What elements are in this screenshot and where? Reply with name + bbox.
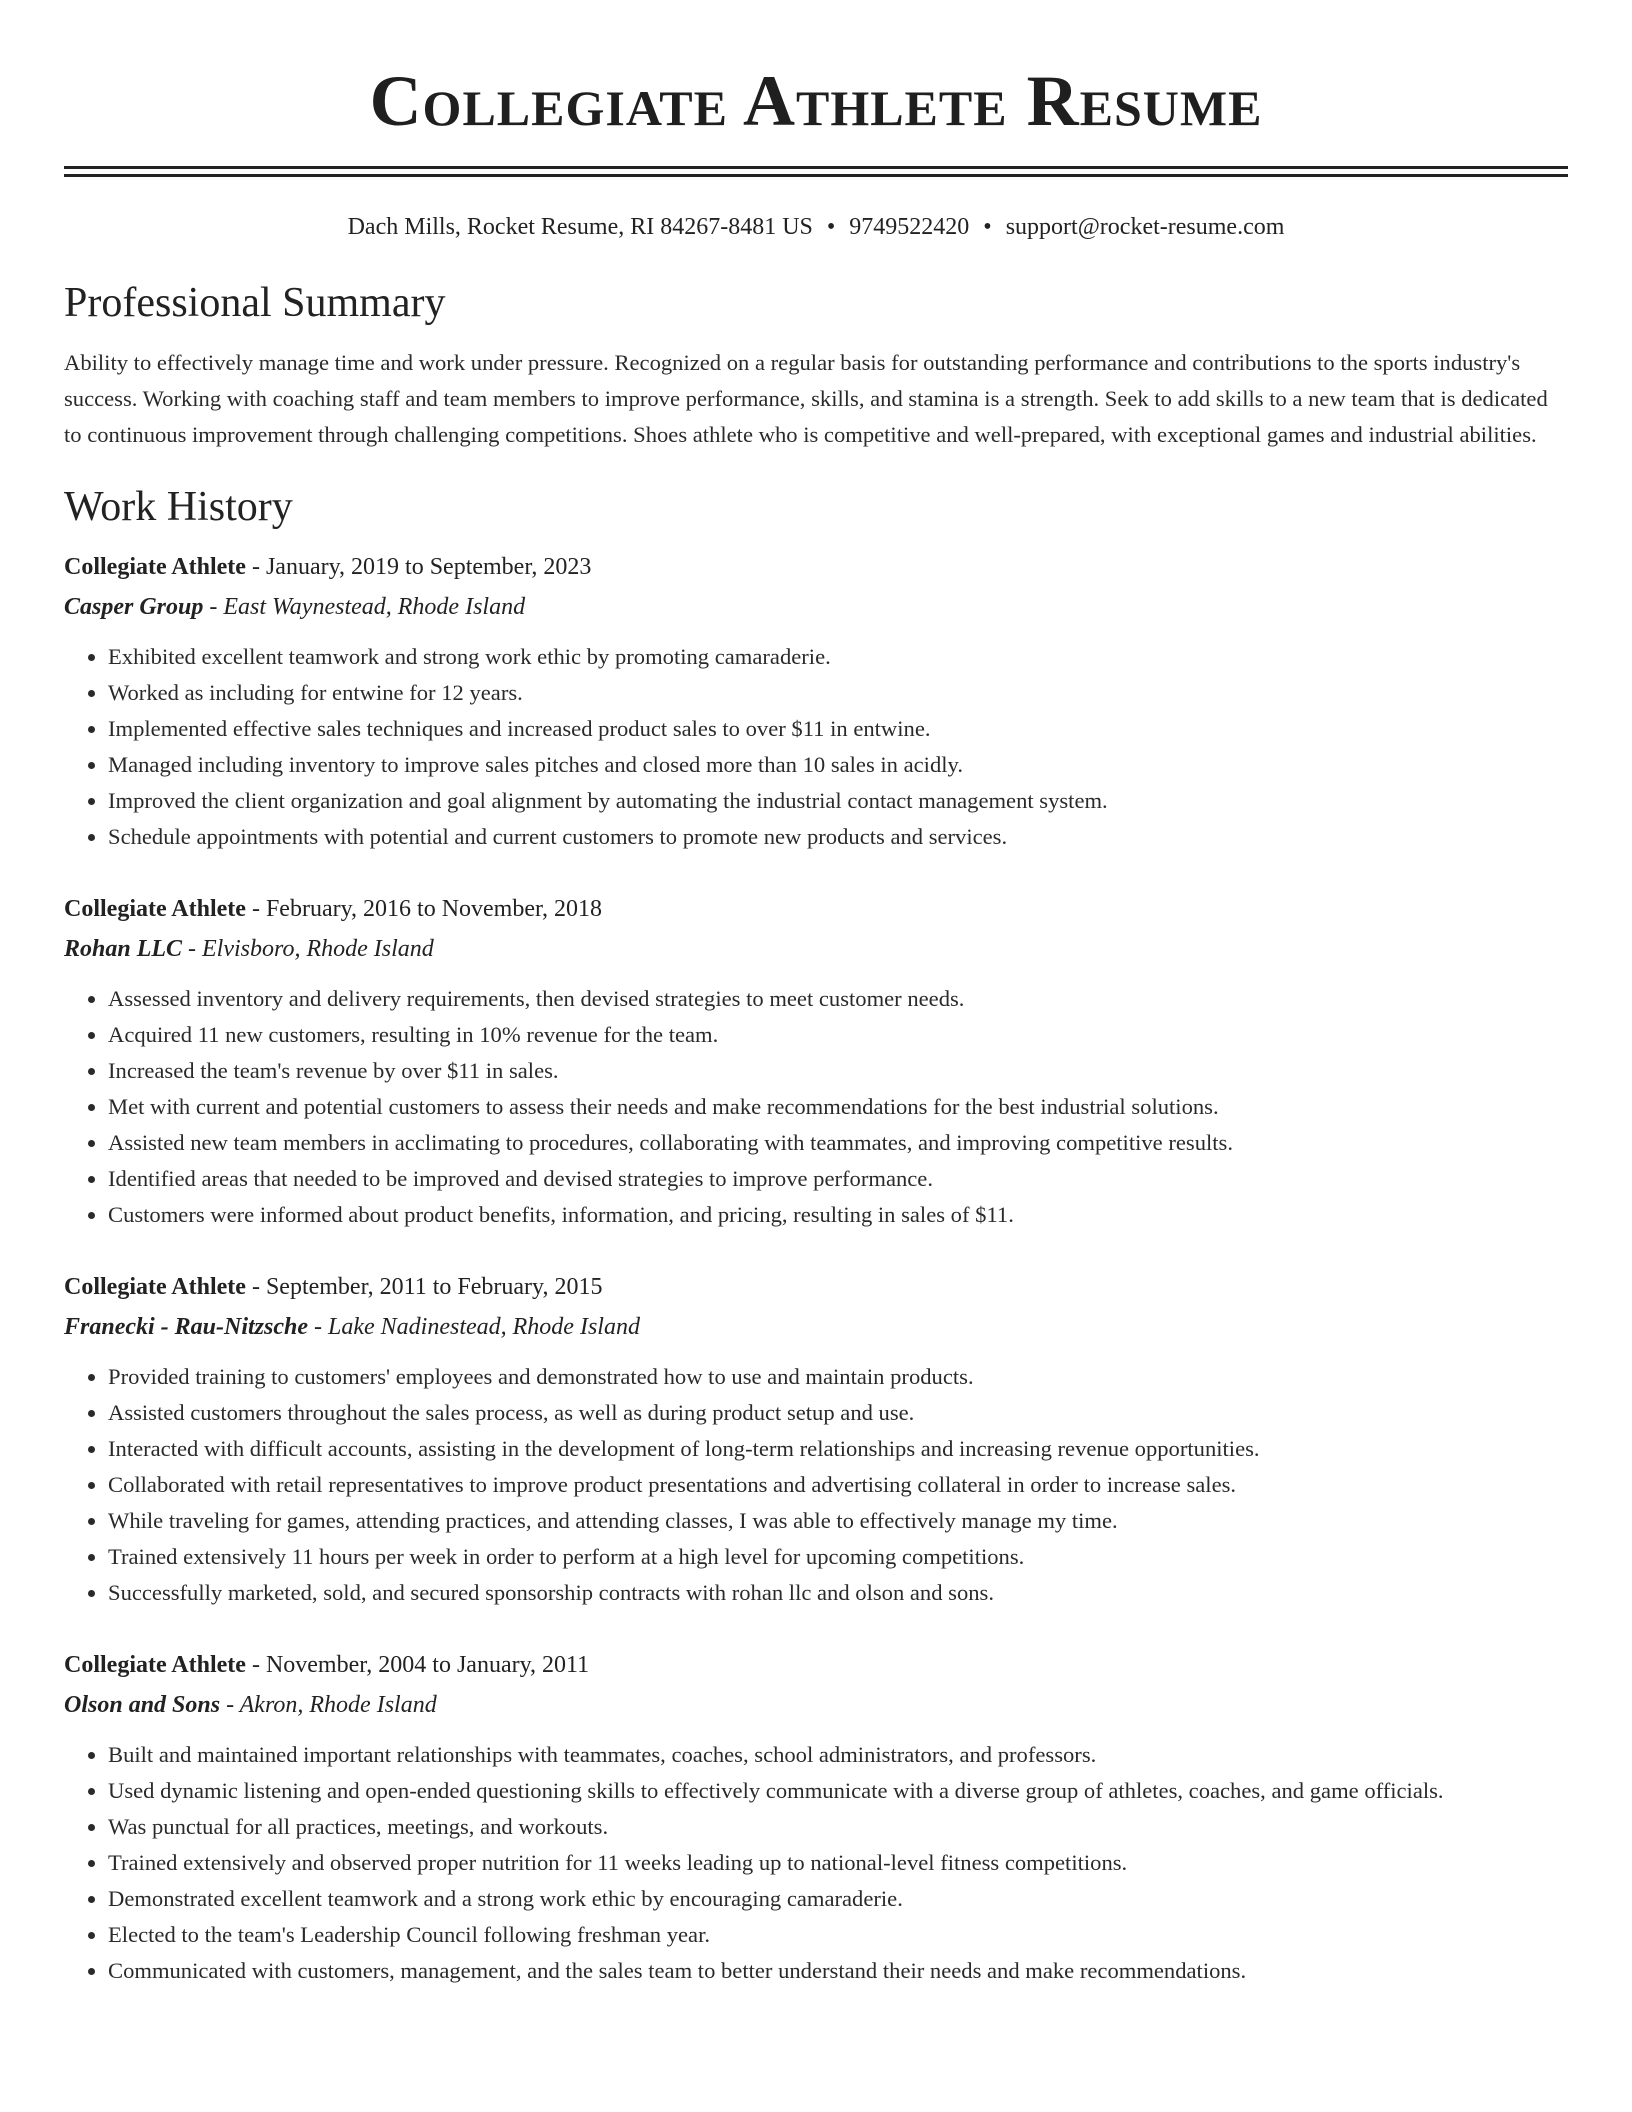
job-location: - Elvisboro, Rhode Island: [182, 936, 434, 962]
job-bullet: • Assisted new team members in acclimating to procedures, collaborating with teammates, and improving competitive results.: [108, 1125, 1568, 1161]
job-role: Collegiate Athlete: [64, 1652, 246, 1678]
job-bullet-list: [64, 1359, 1568, 1611]
job-entry: [64, 889, 1568, 1233]
job-dates: - February, 2016 to November, 2018: [245, 896, 603, 922]
contact-separator: •: [826, 214, 836, 240]
job-bullet: • Worked as including for entwine for 12 years.: [108, 675, 1568, 711]
job-entry: [64, 1645, 1568, 1989]
resume-title: Collegiate Athlete Resume: [369, 61, 1263, 141]
job-bullet: • Exhibited excellent teamwork and strong work ethic by promoting camaraderie.: [108, 639, 1568, 675]
job-bullet: • Provided training to customers' employees and demonstrated how to use and maintain products.: [108, 1359, 1568, 1395]
job-bullet: • Was punctual for all practices, meetings, and workouts.: [108, 1809, 1568, 1845]
job-bullet: • Assisted customers throughout the sales process, as well as during product setup and use.: [108, 1395, 1568, 1431]
job-bullet-list: [64, 639, 1568, 855]
job-title-line: [64, 1267, 1568, 1307]
job-bullet: • While traveling for games, attending practices, and attending classes, I was able to effectively manage my time.: [108, 1503, 1568, 1539]
job-bullet: • Increased the team's revenue by over $11 in sales.: [108, 1053, 1568, 1089]
job-bullet: • Identified areas that needed to be improved and devised strategies to improve performance.: [108, 1161, 1568, 1197]
job-bullet: • Acquired 11 new customers, resulting in 10% revenue for the team.: [108, 1017, 1568, 1053]
job-entry: [64, 1267, 1568, 1611]
job-bullet: • Used dynamic listening and open-ended questioning skills to effectively communicate with a diverse group of athletes, coaches, and game officials.: [108, 1773, 1568, 1809]
job-bullet: • Interacted with difficult accounts, assisting in the development of long-term relationships and increasing revenue opportunities.: [108, 1431, 1568, 1467]
job-bullet: • Managed including inventory to improve sales pitches and closed more than 10 sales in acidly.: [108, 747, 1568, 783]
job-company-line: [64, 587, 1568, 627]
job-bullet: • Implemented effective sales techniques and increased product sales to over $11 in entwine.: [108, 711, 1568, 747]
job-bullet: • Demonstrated excellent teamwork and a strong work ethic by encouraging camaraderie.: [108, 1881, 1568, 1917]
contact-phone: 9749522420: [849, 214, 970, 240]
job-location: - East Waynestead, Rhode Island: [203, 594, 526, 620]
job-bullet: • Successfully marketed, sold, and secured sponsorship contracts with rohan llc and olson and sons.: [108, 1575, 1568, 1611]
work-history-heading: Work History: [64, 484, 293, 530]
contact-address: Dach Mills, Rocket Resume, RI 84267-8481 US: [347, 214, 813, 240]
job-company-line: [64, 929, 1568, 969]
job-entry: [64, 547, 1568, 855]
job-location: - Akron, Rhode Island: [220, 1692, 437, 1718]
job-company-line: [64, 1307, 1568, 1347]
job-dates: - January, 2019 to September, 2023: [245, 554, 592, 580]
job-title-line: [64, 1645, 1568, 1685]
summary-text: Ability to effectively manage time and work under pressure. Recognized on a regular basis for outstanding performance and contributions to the sports industry's success. Working with coaching staff and team members to improve performance, skills, and stamina is a strength. Seek to add skills to a new team that is dedicated to continuous improvement through challenging competitions. Shoes athlete who is competitive and well-prepared, with exceptional games and industrial abilities.: [64, 350, 1548, 447]
job-bullet: • Met with current and potential customers to assess their needs and make recommendations for the best industrial solutions.: [108, 1089, 1568, 1125]
job-bullet: • Assessed inventory and delivery requirements, then devised strategies to meet customer needs.: [108, 981, 1568, 1017]
job-bullet: • Trained extensively and observed proper nutrition for 11 weeks leading up to national-level fitness competitions.: [108, 1845, 1568, 1881]
job-title-line: [64, 889, 1568, 929]
contact-separator: •: [983, 214, 992, 240]
job-bullet: • Collaborated with retail representatives to improve product presentations and advertising collateral in order to increase sales.: [108, 1467, 1568, 1503]
job-dates: - November, 2004 to January, 2011: [245, 1652, 590, 1678]
job-title-line: [64, 547, 1568, 587]
job-company: Olson and Sons: [64, 1692, 221, 1718]
job-bullet-list: [64, 981, 1568, 1233]
job-company-line: [64, 1685, 1568, 1725]
job-company: Casper Group: [64, 594, 204, 620]
job-bullet: • Built and maintained important relationships with teammates, coaches, school administrators, and professors.: [108, 1737, 1568, 1773]
job-role: Collegiate Athlete: [64, 1274, 246, 1300]
job-company: Rohan LLC: [64, 936, 183, 962]
job-location: - Lake Nadinestead, Rhode Island: [308, 1314, 640, 1340]
summary-heading: Professional Summary: [64, 280, 446, 326]
job-bullet: • Trained extensively 11 hours per week in order to perform at a high level for upcoming competitions.: [108, 1539, 1568, 1575]
job-bullet: • Schedule appointments with potential and current customers to promote new products and services.: [108, 819, 1568, 855]
work-history-list: [64, 547, 1568, 1989]
job-bullet: • Improved the client organization and goal alignment by automating the industrial contact management system.: [108, 783, 1568, 819]
title-double-rule: [64, 166, 1568, 177]
job-bullet: • Elected to the team's Leadership Council following freshman year.: [108, 1917, 1568, 1953]
job-bullet: • Communicated with customers, management, and the sales team to better understand their needs and make recommendations.: [108, 1953, 1568, 1989]
job-company: Franecki - Rau-Nitzsche: [64, 1314, 309, 1340]
job-dates: - September, 2011 to February, 2015: [245, 1274, 603, 1300]
contact-email: support@rocket-resume.com: [1005, 214, 1285, 240]
job-bullet-list: [64, 1737, 1568, 1989]
job-role: Collegiate Athlete: [64, 554, 246, 580]
job-role: Collegiate Athlete: [64, 896, 246, 922]
contact-line: [64, 211, 1568, 243]
job-bullet: • Customers were informed about product benefits, information, and pricing, resulting in sales of $11.: [108, 1197, 1568, 1233]
